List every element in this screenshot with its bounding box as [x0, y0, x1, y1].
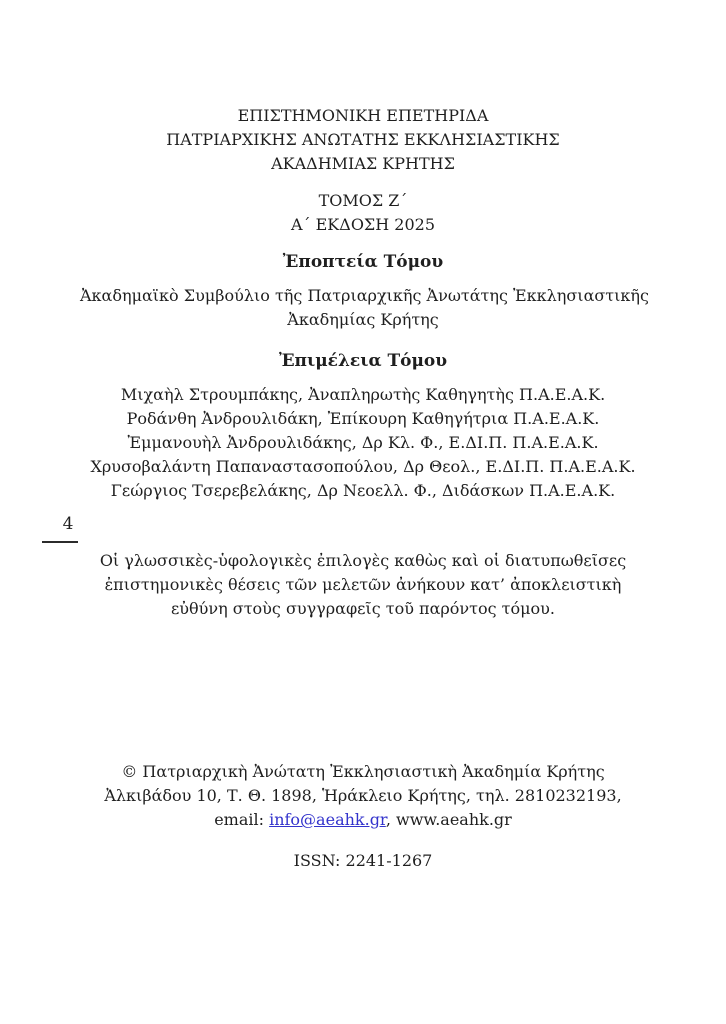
disclaimer-paragraph: Οἱ γλωσσικὲς-ὑφολογικὲς ἐπιλογὲς καθὼς καὶ οἱ διατυπωθεῖσες ἐπιστημονικὲς θέσεις τῶν μελετῶν ἀνήκουν κατ’ ἀποκλειστικὴ εὐθύνη στοὺς συγγραφεῖς τοῦ παρόντος τόμου. — [99, 551, 627, 618]
journal-title-line-2: ΠΑΤΡΙΑΡΧΙΚΗΣ ΑΝΩΤΑΤΗΣ ΕΚΚΛΗΣΙΑΣΤΙΚΗΣ — [166, 130, 560, 149]
edition-year: Α΄ ΕΚΔΟΣΗ 2025 — [290, 215, 435, 234]
website-text: , www.aeahk.gr — [385, 810, 512, 829]
volume-block — [80, 189, 646, 237]
page-number: 4 — [62, 514, 74, 534]
editor-entry-5: Γεώργιος Τσερεβελάκης, Δρ Νεοελλ. Φ., Διδάσκων Π.Α.Ε.Α.Κ. — [110, 481, 616, 500]
issn-line: ISSN: 2241-1267 — [293, 851, 433, 870]
supervision-heading: Ἐποπτεία Τόμου — [282, 252, 444, 272]
email-label: email: — [214, 810, 270, 829]
journal-masthead — [80, 104, 646, 176]
journal-title-line-3: ΑΚΑΔΗΜΙΑΣ ΚΡΗΤΗΣ — [271, 154, 455, 173]
volume-number: ΤΟΜΟΣ Ζ΄ — [318, 191, 408, 210]
address-line: Ἀλκιβάδου 10, Τ. Θ. 1898, Ἡράκλειο Κρήτης, τηλ. 2810232193, — [104, 786, 622, 805]
editor-entry-1: Μιχαὴλ Στρουμπάκης, Ἀναπληρωτὴς Καθηγητὴς Π.Α.Ε.Α.Κ. — [120, 385, 606, 404]
supervision-committee — [80, 284, 649, 332]
supervision-line-2: Ἀκαδημίας Κρήτης — [287, 310, 439, 329]
copyright-line: © Πατριαρχικὴ Ἀνώτατη Ἐκκλησιαστικὴ Ἀκαδημία Κρήτης — [121, 762, 605, 781]
editor-entry-4: Χρυσοβαλάντη Παπαναστασοπούλου, Δρ Θεολ., Ε.ΔΙ.Π. Π.Α.Ε.Α.Κ. — [90, 457, 636, 476]
editors-list — [80, 383, 646, 503]
email-link[interactable]: info@aeahk.gr — [269, 810, 386, 829]
editing-heading: Ἐπιμέλεια Τόμου — [278, 351, 448, 371]
editor-entry-2: Ροδάνθη Ἀνδρουλιδάκη, Ἐπίκουρη Καθηγήτρια Π.Α.Ε.Α.Κ. — [126, 409, 600, 428]
page-number-rule — [42, 541, 78, 543]
supervision-line-1: Ἀκαδημαϊκὸ Συμβούλιο τῆς Πατριαρχικῆς Ἀνωτάτης Ἐκκλησιαστικῆς — [80, 286, 649, 305]
editor-entry-3: Ἐμμανουὴλ Ἀνδρουλιδάκης, Δρ Κλ. Φ., Ε.ΔΙ.Π. Π.Α.Ε.Α.Κ. — [127, 433, 599, 452]
content-column — [80, 0, 649, 873]
contact-line — [80, 808, 646, 832]
journal-title-line-1: ΕΠΙΣΤΗΜΟΝΙΚΗ ΕΠΕΤΗΡΙΔΑ — [237, 106, 489, 125]
imprint-block — [80, 760, 646, 832]
